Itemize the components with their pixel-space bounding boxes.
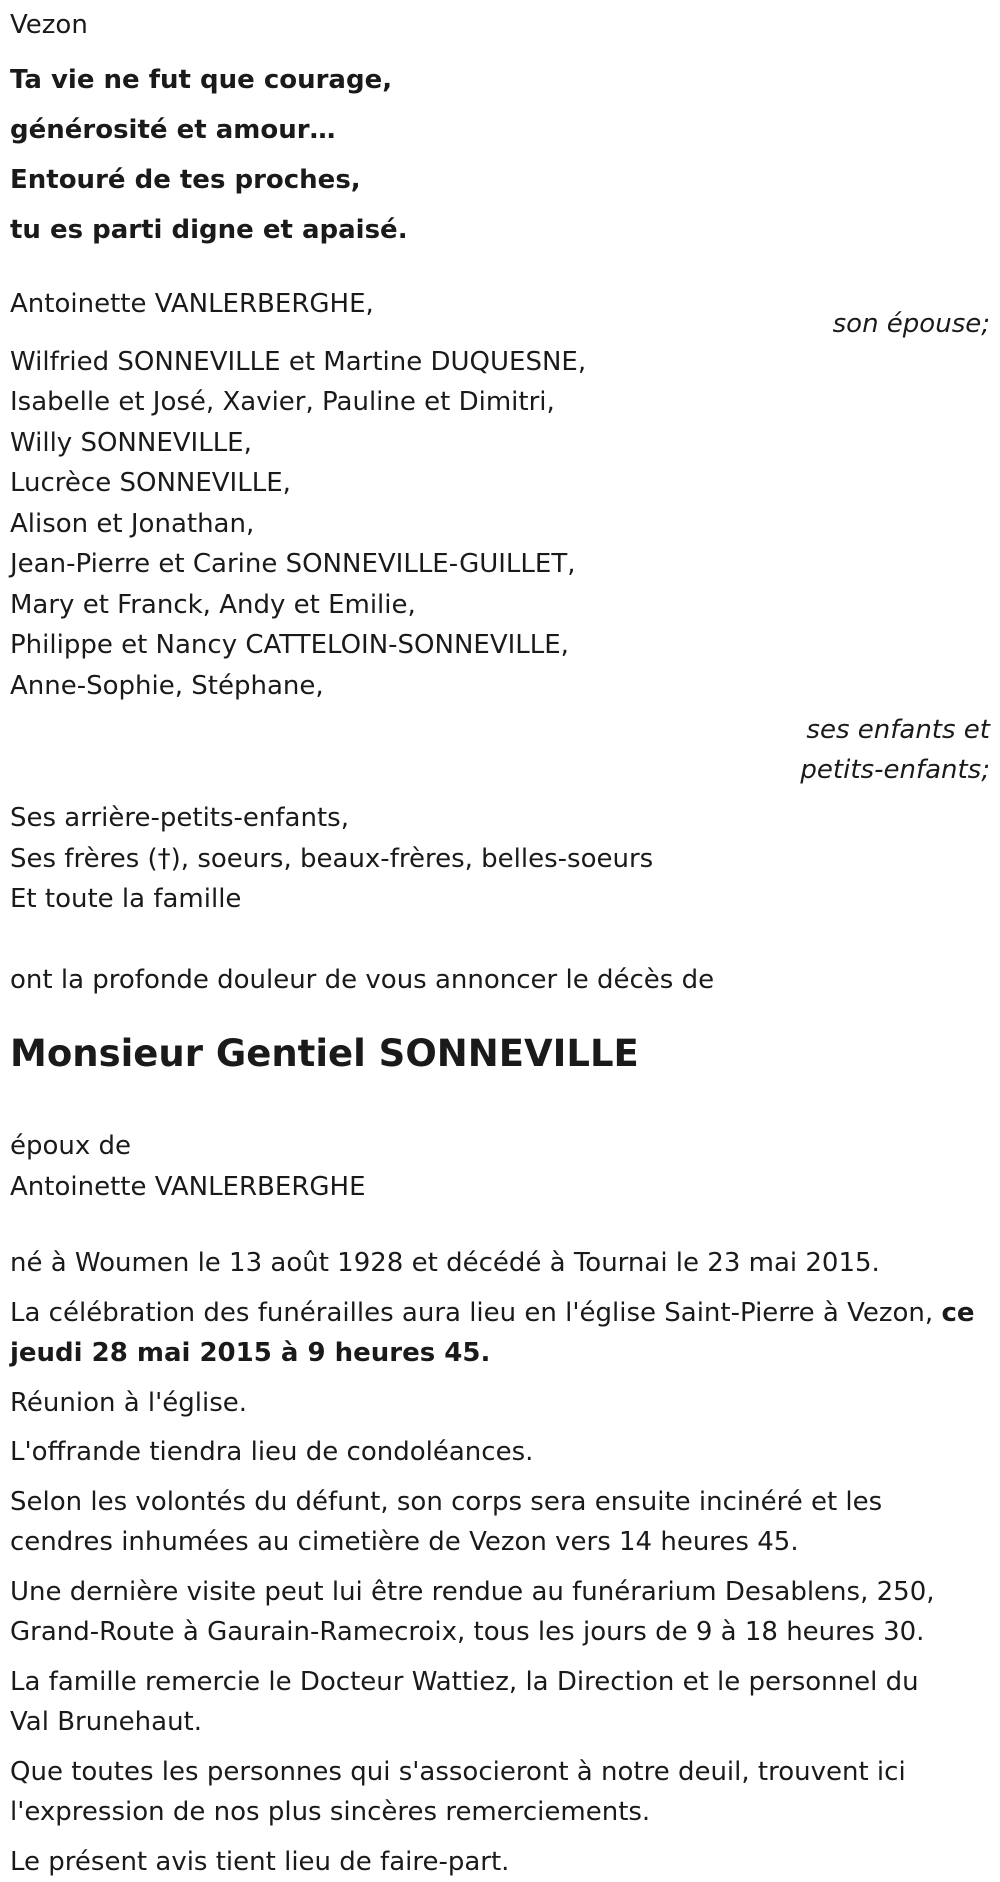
spouse-of bbox=[10, 1126, 990, 1207]
funeral-info bbox=[10, 1293, 990, 1374]
family-name-line: Alison et Jonathan, bbox=[10, 504, 990, 545]
location: Vezon bbox=[10, 5, 990, 45]
cremation-line: Selon les volontés du défunt, son corps sera ensuite incinéré et les bbox=[10, 1482, 990, 1523]
thanks-all-line: l'expression de nos plus sincères remerciements. bbox=[10, 1792, 990, 1833]
thanks-doctor-line: Val Brunehaut. bbox=[10, 1702, 990, 1743]
spouse-of-label: époux de bbox=[10, 1126, 990, 1167]
family-name-line: Jean-Pierre et Carine SONNEVILLE-GUILLET, bbox=[10, 544, 990, 585]
children-group bbox=[10, 342, 990, 791]
spouse-of-name: Antoinette VANLERBERGHE bbox=[10, 1167, 990, 1208]
relation-label: petits-enfants; bbox=[10, 750, 990, 790]
family-name-line: Mary et Franck, Andy et Emilie, bbox=[10, 585, 990, 626]
visit-info bbox=[10, 1572, 990, 1653]
meeting-info: Réunion à l'église. bbox=[10, 1383, 990, 1424]
family-name-line: Et toute la famille bbox=[10, 879, 990, 920]
poem-line: Ta vie ne fut que courage, bbox=[10, 55, 990, 105]
deceased-name: Monsieur Gentiel SONNEVILLE bbox=[10, 1026, 990, 1082]
thanks-doctor-line: La famille remercie le Docteur Wattiez, la Direction et le personnel du bbox=[10, 1662, 990, 1703]
visit-line: Grand-Route à Gaurain-Ramecroix, tous les jours de 9 à 18 heures 30. bbox=[10, 1612, 990, 1653]
birth-death-info: né à Woumen le 13 août 1928 et décédé à Tournai le 23 mai 2015. bbox=[10, 1243, 990, 1284]
family-name-line: Lucrèce SONNEVILLE, bbox=[10, 463, 990, 504]
poem-line: Entouré de tes proches, bbox=[10, 155, 990, 205]
thanks-all-line: Que toutes les personnes qui s'associeront à notre deuil, trouvent ici bbox=[10, 1752, 990, 1793]
relation-label: ses enfants et bbox=[10, 710, 990, 750]
family-name-line: Isabelle et José, Xavier, Pauline et Dimitri, bbox=[10, 382, 990, 423]
family-name-line: Anne-Sophie, Stéphane, bbox=[10, 666, 990, 707]
thanks-doctor bbox=[10, 1662, 990, 1743]
closing-note: Le présent avis tient lieu de faire-part. bbox=[10, 1842, 990, 1882]
cremation-line: cendres inhumées au cimetière de Vezon vers 14 heures 45. bbox=[10, 1522, 990, 1563]
offering-info: L'offrande tiendra lieu de condoléances. bbox=[10, 1432, 990, 1473]
poem-line: tu es parti digne et apaisé. bbox=[10, 205, 990, 255]
family-name-line: Ses arrière-petits-enfants, bbox=[10, 798, 990, 839]
family-name-line: Ses frères (†), soeurs, beaux-frères, belles-soeurs bbox=[10, 839, 990, 880]
spouse-group bbox=[10, 284, 990, 343]
family-name-line: Philippe et Nancy CATTELOIN-SONNEVILLE, bbox=[10, 625, 990, 666]
family-name-line: Willy SONNEVILLE, bbox=[10, 423, 990, 464]
funeral-text: La célébration des funérailles aura lieu en l'église Saint-Pierre à Vezon, bbox=[10, 1298, 941, 1328]
family-name-line: Wilfried SONNEVILLE et Martine DUQUESNE, bbox=[10, 342, 990, 383]
extended-family-group bbox=[10, 798, 990, 920]
cremation-info bbox=[10, 1482, 990, 1563]
relation-label: son épouse; bbox=[10, 305, 990, 343]
obituary-page bbox=[0, 5, 1000, 1874]
thanks-all bbox=[10, 1752, 990, 1833]
funeral-date-part: ce bbox=[941, 1298, 974, 1328]
visit-line: Une dernière visite peut lui être rendue au funérarium Desablens, 250, bbox=[10, 1572, 990, 1613]
family-name-line: Antoinette VANLERBERGHE, bbox=[10, 284, 990, 325]
poem bbox=[10, 55, 990, 255]
poem-line: générosité et amour… bbox=[10, 105, 990, 155]
funeral-date: jeudi 28 mai 2015 à 9 heures 45. bbox=[10, 1333, 990, 1374]
announcement: ont la profonde douleur de vous annoncer le décès de bbox=[10, 960, 990, 1001]
